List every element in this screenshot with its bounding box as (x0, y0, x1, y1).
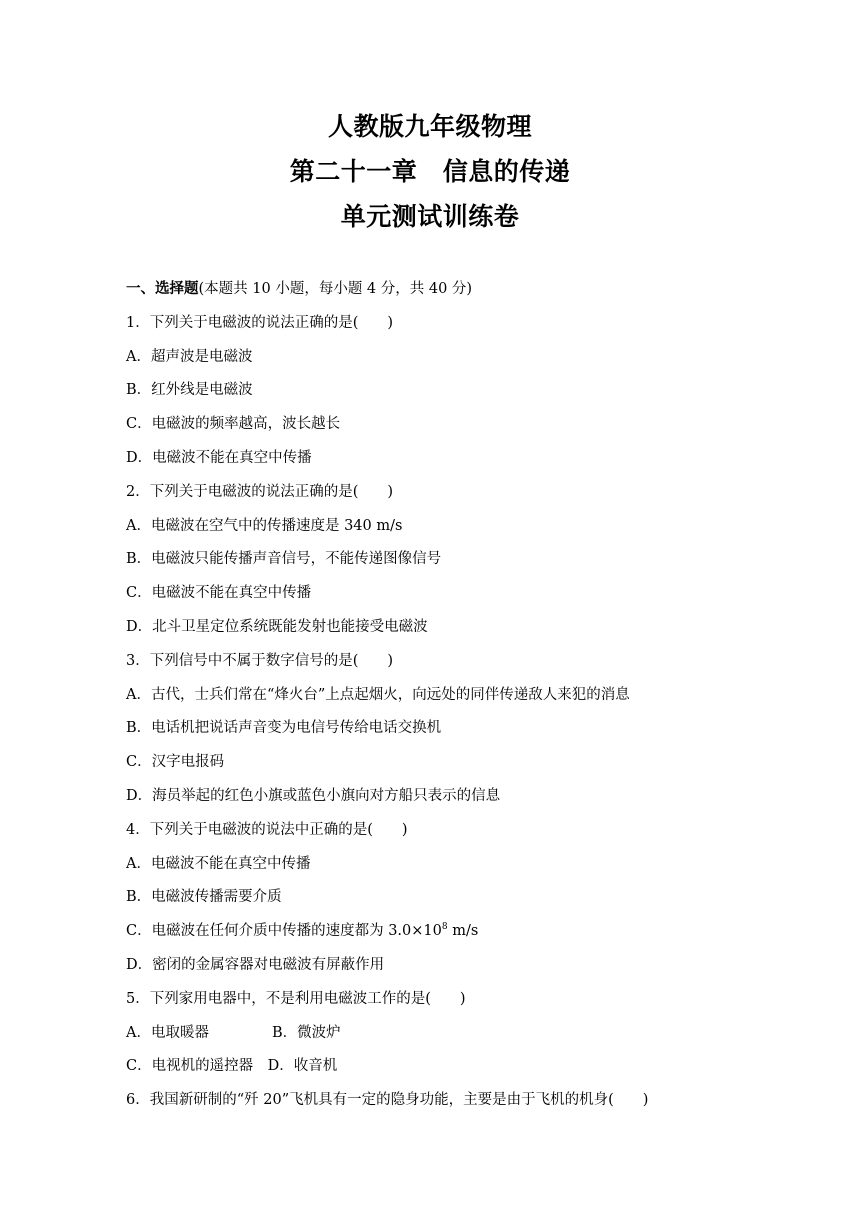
answer-option: B．红外线是电磁波 (126, 382, 253, 399)
answer-option: B．微波炉 (272, 1024, 341, 1041)
question-stem: 4．下列关于电磁波的说法中正确的是( ) (126, 821, 408, 838)
section-heading-label: 一、选择题 (126, 280, 199, 297)
question-list (126, 278, 766, 1123)
answer-option: A．电磁波不能在真空中传播 (126, 855, 311, 872)
answer-option: A．电磁波在空气中的传播速度是 340 m/s (126, 517, 403, 534)
option-text: C．电磁波在任何介质中传播的速度都为 3.0×10 (126, 923, 442, 940)
document-title (0, 104, 860, 239)
question-stem: 6．我国新研制的“歼 20”飞机具有一定的隐身功能，主要是由于飞机的机身( ) (126, 1092, 649, 1109)
answer-option: D．电磁波不能在真空中传播 (126, 449, 312, 466)
exponent: 8 (441, 922, 448, 933)
answer-option: B．电磁波传播需要介质 (126, 889, 282, 906)
answer-option: C．电视机的遥控器 (126, 1058, 254, 1075)
title-line-2: 第二十一章 信息的传递 (289, 157, 571, 186)
question-stem: 5．下列家用电器中，不是利用电磁波工作的是( ) (126, 990, 466, 1007)
answer-option-row (126, 1022, 766, 1056)
answer-option: D．密闭的金属容器对电磁波有屏蔽作用 (126, 956, 385, 973)
answer-option: A．古代，士兵们常在“烽火台”上点起烟火，向远处的同伴传递敌人来犯的消息 (126, 686, 630, 703)
answer-option: C．汉字电报码 (126, 754, 225, 771)
answer-option: B．电磁波只能传播声音信号，不能传递图像信号 (126, 551, 442, 568)
answer-option-row (126, 1055, 766, 1089)
question-stem: 3．下列信号中不属于数字信号的是( ) (126, 652, 394, 669)
question-stem: 2．下列关于电磁波的说法正确的是( ) (126, 483, 394, 500)
answer-option: A．电取暖器 (126, 1024, 209, 1041)
answer-option (126, 920, 766, 954)
title-line-1: 人教版九年级物理 (327, 112, 532, 141)
answer-option: C．电磁波的频率越高，波长越长 (126, 416, 341, 433)
answer-option: A．超声波是电磁波 (126, 348, 253, 365)
section-heading-note: (本题共 10 小题，每小题 4 分，共 40 分) (198, 281, 473, 297)
answer-option: D．海员举起的红色小旗或蓝色小旗向对方船只表示的信息 (126, 787, 501, 804)
answer-option: D．北斗卫星定位系统既能发射也能接受电磁波 (126, 618, 428, 635)
title-line-3: 单元测试训练卷 (340, 202, 520, 231)
unit-text: m/s (447, 923, 479, 940)
section-heading (126, 278, 766, 312)
answer-option: B．电话机把说话声音变为电信号传给电话交换机 (126, 720, 442, 737)
question-stem: 1．下列关于电磁波的说法正确的是( ) (126, 314, 394, 331)
answer-option: D．收音机 (267, 1058, 338, 1075)
answer-option: C．电磁波不能在真空中传播 (126, 585, 312, 602)
